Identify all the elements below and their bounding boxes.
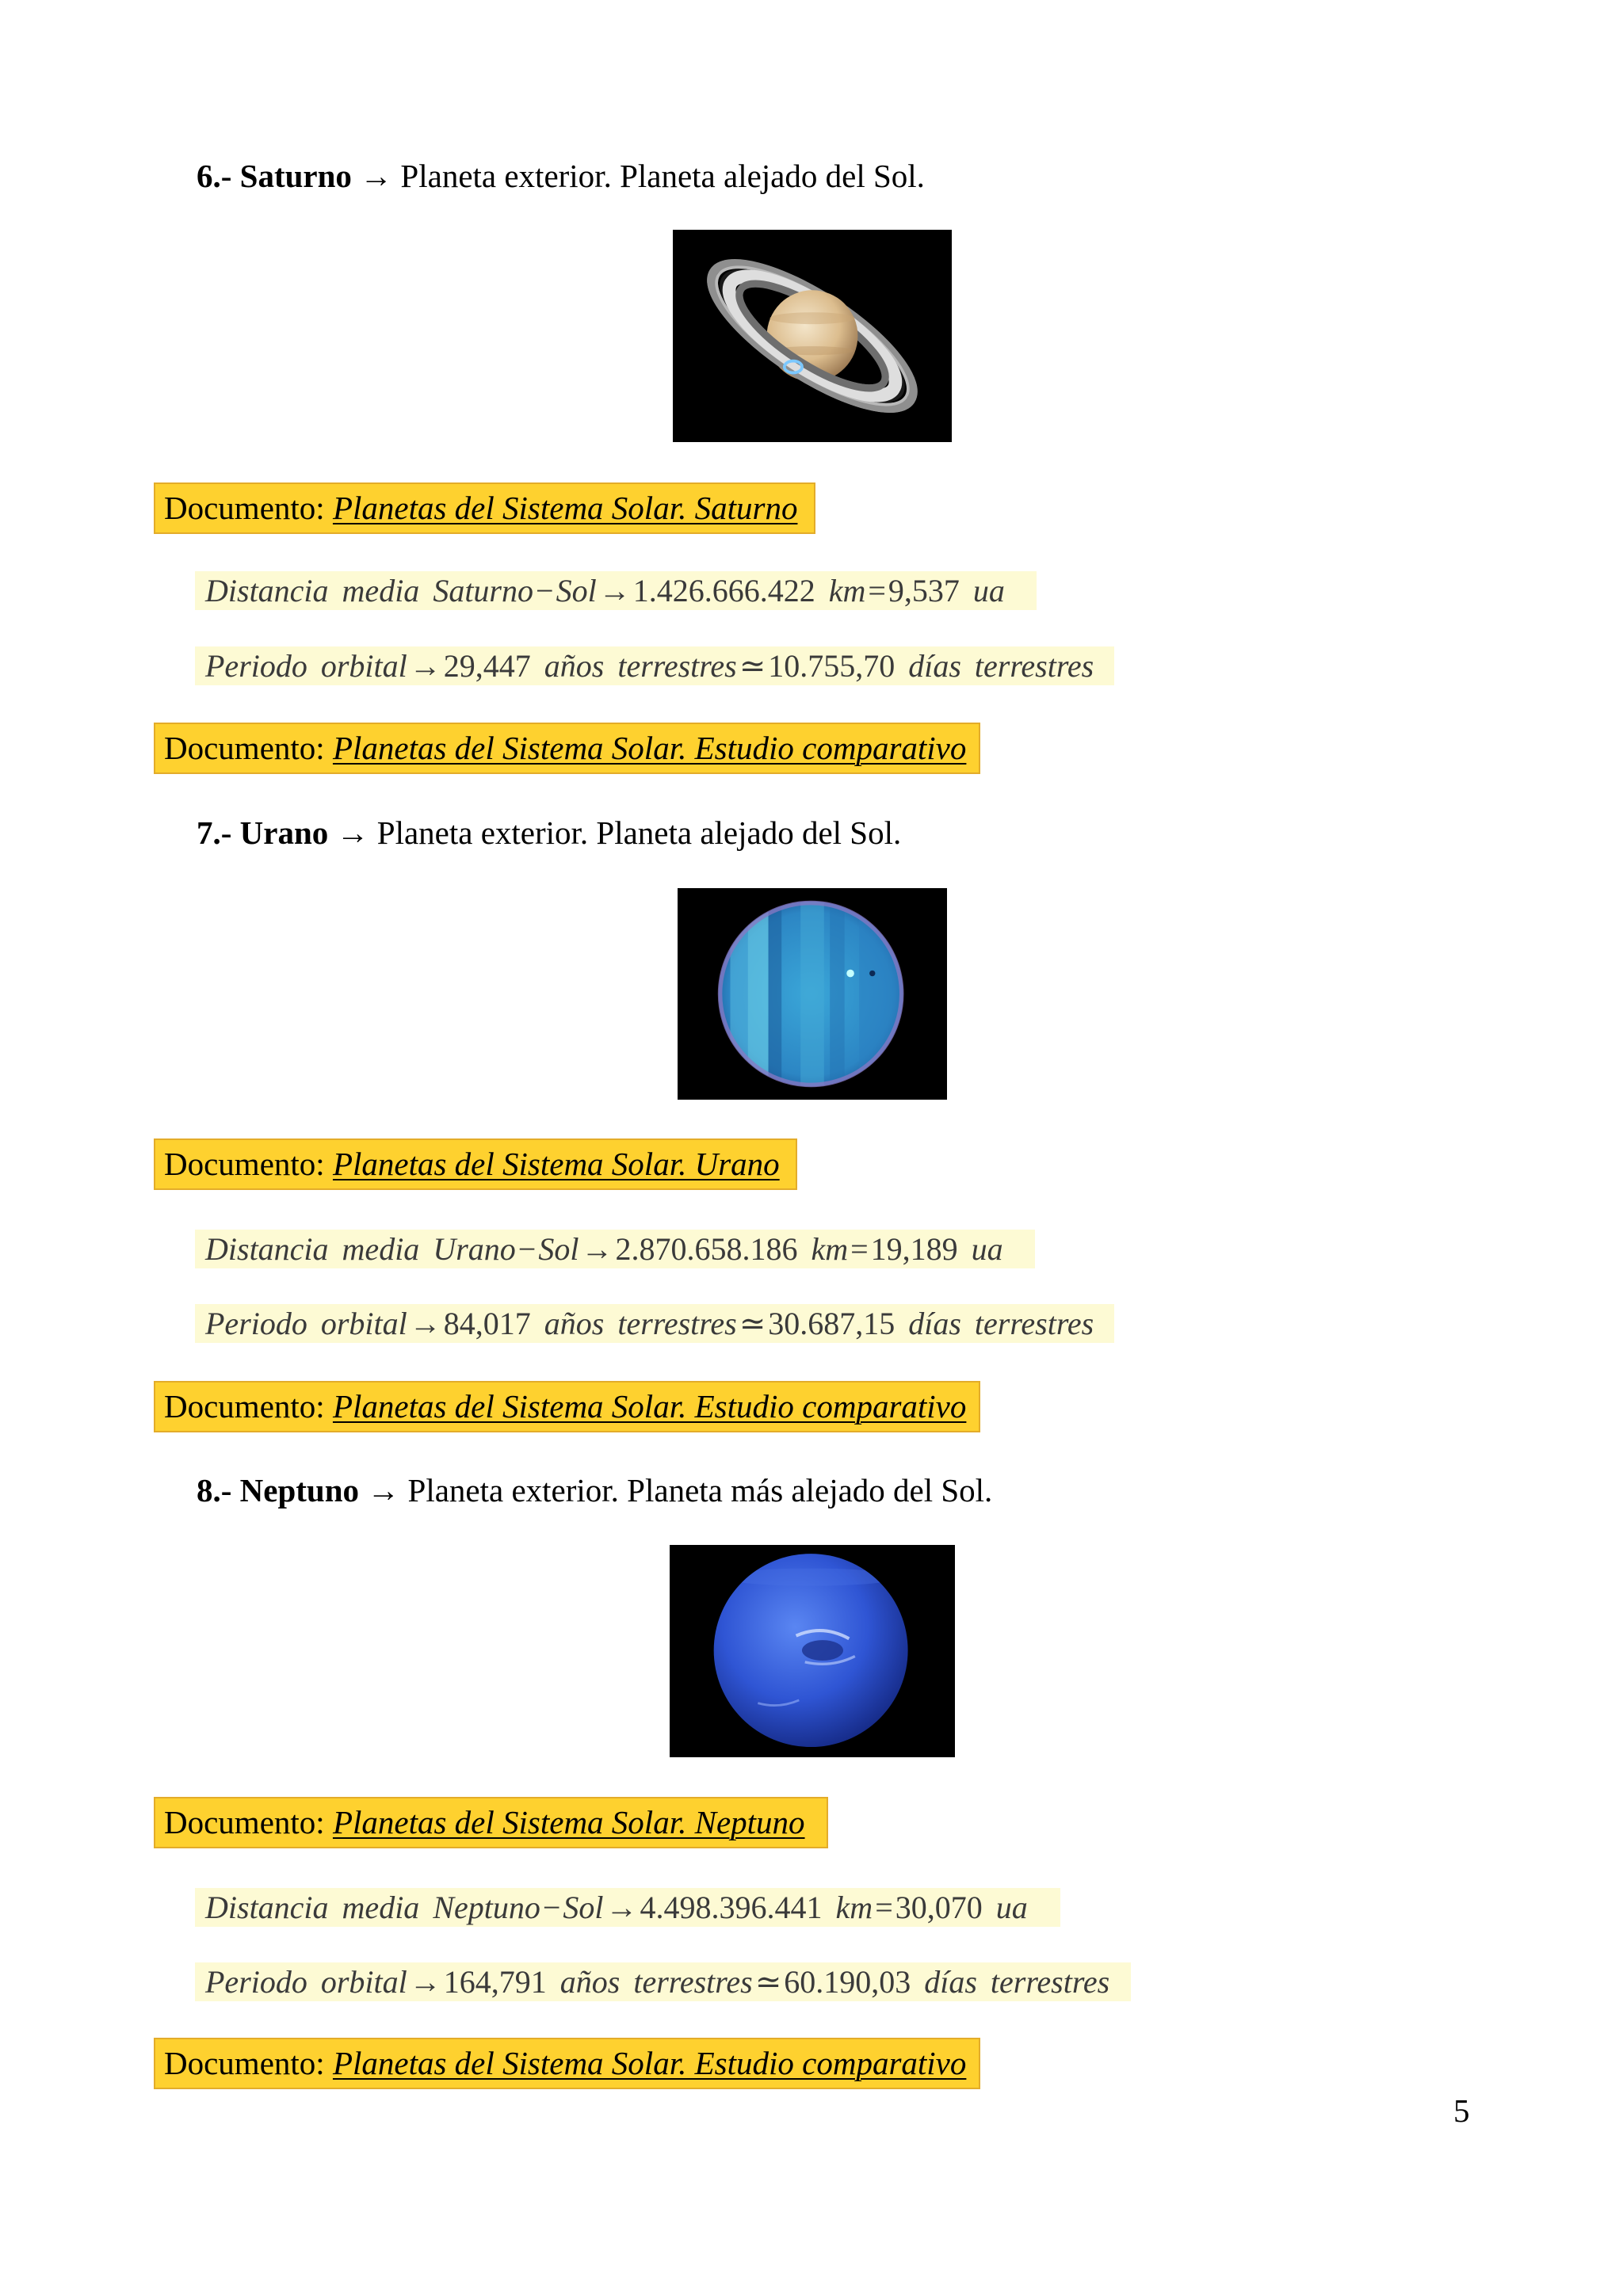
period-formula-saturno [195,646,1114,685]
ua-value: 9,537 [888,573,960,608]
document-prefix: Documento: [164,490,325,526]
section-number: 7.- [197,814,232,851]
formula-sun: Sol [563,1890,604,1925]
planet-name: Neptuno [239,1472,360,1508]
document-box-comparativo [154,1381,980,1432]
days-unit: días terrestres [908,648,1094,684]
minus-symbol: − [536,573,554,608]
distance-formula-urano [195,1230,1035,1268]
distance-formula-neptuno [195,1888,1060,1927]
arrow-symbol: → [336,814,369,851]
document-link-neptuno[interactable]: Planetas del Sistema Solar. Neptuno [332,1804,805,1840]
km-value: 2.870.658.186 [615,1231,798,1267]
document-link-comparativo[interactable]: Planetas del Sistema Solar. Estudio comparativo [332,2045,967,2081]
days-unit: días terrestres [924,1964,1110,2000]
years-value: 164,791 [443,1964,547,2000]
planet-description: Planeta exterior. Planeta más alejado del Sol. [407,1472,993,1508]
document-prefix: Documento: [164,1804,325,1840]
equals-symbol: = [875,1890,893,1925]
formula-label: Periodo orbital [205,1306,407,1341]
days-value: 10.755,70 [768,648,896,684]
planet-name: Urano [239,814,329,851]
km-value: 4.498.396.441 [640,1890,823,1925]
arrow-symbol: → [367,1472,400,1508]
approx-symbol: ≃ [739,648,766,684]
ua-unit: ua [971,1231,1003,1267]
section-number: 8.- [197,1472,232,1508]
minus-symbol: − [517,1231,537,1267]
ua-value: 19,189 [870,1231,958,1267]
saturn-image [673,230,952,442]
period-formula-neptuno [195,1962,1131,2001]
planet-name: Saturno [239,158,352,194]
formula-planet: Urano [433,1231,516,1267]
formula-planet: Saturno [433,573,533,608]
formula-label: Distancia media [205,1890,420,1925]
section-heading-neptuno [197,1471,992,1509]
ua-value: 30,070 [895,1890,983,1925]
arrow-symbol: → [360,158,393,194]
equals-symbol: = [850,1231,869,1267]
km-value: 1.426.666.422 [632,573,815,608]
document-box-saturno [154,482,815,534]
formula-label: Distancia media [205,573,420,608]
document-link-comparativo[interactable]: Planetas del Sistema Solar. Estudio comparativo [332,730,967,766]
approx-symbol: ≃ [739,1306,766,1341]
formula-sun: Sol [538,1231,579,1267]
km-unit: km [835,1890,873,1925]
approx-symbol: ≃ [754,1964,782,2000]
formula-planet: Neptuno [433,1890,540,1925]
years-value: 84,017 [443,1306,531,1341]
arrow-symbol: → [598,573,631,608]
planet-description: Planeta exterior. Planeta alejado del Sol. [376,814,902,851]
period-formula-urano [195,1304,1114,1343]
document-box-comparativo [154,2038,980,2089]
document-prefix: Documento: [164,2045,325,2081]
years-unit: años terrestres [544,648,737,684]
days-value: 60.190,03 [784,1964,911,2000]
km-unit: km [811,1231,849,1267]
document-prefix: Documento: [164,730,325,766]
arrow-symbol: → [581,1231,613,1267]
document-prefix: Documento: [164,1146,325,1182]
arrow-symbol: → [605,1890,638,1925]
document-box-urano [154,1138,797,1190]
document-link-saturno[interactable]: Planetas del Sistema Solar. Saturno [332,490,798,526]
neptune-image [670,1545,955,1757]
days-value: 30.687,15 [768,1306,896,1341]
document-box-comparativo [154,723,980,774]
uranus-image [678,888,947,1100]
formula-label: Periodo orbital [205,648,407,684]
equals-symbol: = [868,573,886,608]
distance-formula-saturno [195,571,1037,610]
years-unit: años terrestres [544,1306,737,1341]
section-number: 6.- [197,158,232,194]
section-heading-urano [197,814,901,852]
document-link-urano[interactable]: Planetas del Sistema Solar. Urano [332,1146,780,1182]
ua-unit: ua [995,1890,1028,1925]
arrow-symbol: → [409,1964,441,2000]
page-number: 5 [1453,2092,1470,2129]
document-link-comparativo[interactable]: Planetas del Sistema Solar. Estudio comparativo [332,1388,967,1425]
formula-label: Distancia media [205,1231,420,1267]
days-unit: días terrestres [908,1306,1094,1341]
years-unit: años terrestres [559,1964,753,2000]
arrow-symbol: → [409,1306,441,1341]
document-prefix: Documento: [164,1388,325,1425]
arrow-symbol: → [409,648,441,684]
minus-symbol: − [542,1890,561,1925]
formula-label: Periodo orbital [205,1964,407,2000]
section-heading-saturno [197,157,925,195]
planet-description: Planeta exterior. Planeta alejado del Sol. [400,158,925,194]
formula-sun: Sol [556,573,597,608]
km-unit: km [828,573,866,608]
document-box-neptuno [154,1797,828,1848]
years-value: 29,447 [443,648,531,684]
ua-unit: ua [972,573,1005,608]
